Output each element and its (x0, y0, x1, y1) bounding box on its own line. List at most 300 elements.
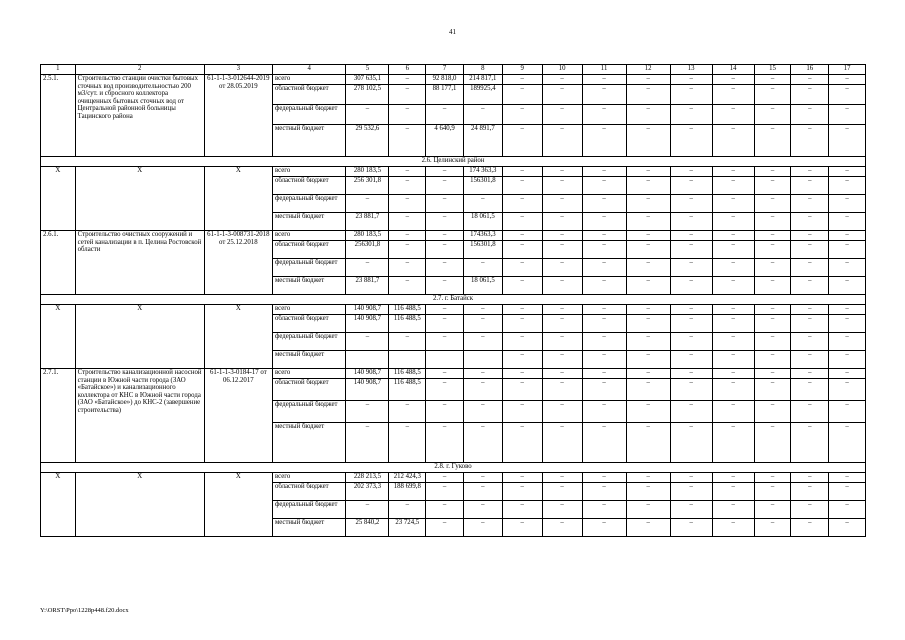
x-mark: X (75, 473, 204, 537)
empty-dash-cell: – (670, 519, 712, 537)
amount-cell: 188 699,8 (389, 483, 426, 501)
amount-cell: – (389, 195, 426, 213)
empty-dash-cell: – (754, 519, 791, 537)
empty-dash-cell: – (754, 277, 791, 295)
empty-dash-cell: – (791, 177, 829, 195)
amount-cell (463, 351, 502, 369)
empty-dash-cell: – (791, 473, 829, 483)
empty-dash-cell: – (582, 315, 626, 333)
empty-dash-cell: – (626, 423, 670, 463)
amount-cell: 25 840,2 (346, 519, 389, 537)
empty-dash-cell: – (626, 85, 670, 105)
empty-dash-cell: – (502, 85, 542, 105)
empty-dash-cell: – (712, 369, 754, 379)
empty-dash-cell: – (791, 305, 829, 315)
empty-dash-cell: – (712, 501, 754, 519)
empty-dash-cell: – (542, 213, 582, 231)
empty-dash-cell: – (582, 75, 626, 85)
column-number: 4 (272, 65, 345, 75)
empty-dash-cell: – (626, 125, 670, 157)
budget-table (40, 64, 866, 537)
empty-dash-cell: – (754, 401, 791, 423)
column-number: 7 (426, 65, 464, 75)
amount-cell: 280 183,5 (346, 231, 389, 241)
empty-dash-cell: – (791, 519, 829, 537)
amount-cell: 307 635,1 (346, 75, 389, 85)
empty-dash-cell: – (582, 277, 626, 295)
column-number: 5 (346, 65, 389, 75)
amount-cell: – (463, 305, 502, 315)
empty-dash-cell: – (791, 401, 829, 423)
budget-source-label: местный бюджет (272, 277, 345, 295)
empty-dash-cell: – (502, 423, 542, 463)
empty-dash-cell: – (754, 167, 791, 177)
empty-dash-cell: – (791, 483, 829, 501)
x-mark: X (204, 167, 272, 231)
empty-dash-cell: – (829, 501, 866, 519)
empty-dash-cell: – (502, 177, 542, 195)
empty-dash-cell: – (626, 369, 670, 379)
empty-dash-cell: – (670, 259, 712, 277)
amount-cell: 214 817,1 (463, 75, 502, 85)
empty-dash-cell: – (670, 195, 712, 213)
empty-dash-cell: – (582, 401, 626, 423)
empty-dash-cell: – (754, 379, 791, 401)
x-mark: X (204, 473, 272, 537)
empty-dash-cell: – (791, 213, 829, 231)
empty-dash-cell: – (712, 423, 754, 463)
empty-dash-cell: – (582, 125, 626, 157)
amount-cell: – (346, 333, 389, 351)
empty-dash-cell: – (829, 259, 866, 277)
amount-cell: – (426, 369, 464, 379)
empty-dash-cell: – (791, 75, 829, 85)
empty-dash-cell: – (582, 501, 626, 519)
column-number: 11 (582, 65, 626, 75)
column-number: 2 (75, 65, 204, 75)
empty-dash-cell: – (582, 105, 626, 125)
amount-cell: – (389, 105, 426, 125)
empty-dash-cell: – (582, 177, 626, 195)
empty-dash-cell: – (791, 379, 829, 401)
table-row (41, 305, 866, 315)
empty-dash-cell: – (542, 501, 582, 519)
amount-cell: – (389, 75, 426, 85)
amount-cell: – (426, 483, 464, 501)
amount-cell: – (463, 401, 502, 423)
empty-dash-cell: – (502, 401, 542, 423)
amount-cell: – (426, 277, 464, 295)
empty-dash-cell: – (582, 259, 626, 277)
amount-cell: 212 424,3 (389, 473, 426, 483)
amount-cell: 140 908,7 (346, 369, 389, 379)
empty-dash-cell: – (626, 333, 670, 351)
x-mark: X (41, 167, 76, 231)
empty-dash-cell: – (542, 379, 582, 401)
empty-dash-cell: – (626, 401, 670, 423)
amount-cell (346, 351, 389, 369)
empty-dash-cell: – (626, 473, 670, 483)
amount-cell: 140 908,7 (346, 379, 389, 401)
empty-dash-cell: – (712, 315, 754, 333)
empty-dash-cell: – (670, 125, 712, 157)
empty-dash-cell: – (791, 501, 829, 519)
empty-dash-cell: – (712, 167, 754, 177)
empty-dash-cell: – (754, 105, 791, 125)
column-number: 14 (712, 65, 754, 75)
amount-cell: 23 881,7 (346, 277, 389, 295)
amount-cell: 116 488,5 (389, 369, 426, 379)
amount-cell: – (389, 167, 426, 177)
empty-dash-cell: – (754, 315, 791, 333)
table-row (41, 473, 866, 483)
amount-cell: – (346, 195, 389, 213)
empty-dash-cell: – (712, 519, 754, 537)
amount-cell: – (463, 473, 502, 483)
empty-dash-cell: – (582, 369, 626, 379)
amount-cell: – (426, 259, 464, 277)
empty-dash-cell: – (829, 277, 866, 295)
empty-dash-cell: – (502, 277, 542, 295)
empty-dash-cell: – (626, 195, 670, 213)
table-row (41, 231, 866, 241)
amount-cell: – (426, 519, 464, 537)
amount-cell: 140 908,7 (346, 305, 389, 315)
empty-dash-cell: – (582, 213, 626, 231)
empty-dash-cell: – (502, 483, 542, 501)
budget-source-label: местный бюджет (272, 213, 345, 231)
empty-dash-cell: – (754, 231, 791, 241)
empty-dash-cell: – (829, 231, 866, 241)
empty-dash-cell: – (542, 351, 582, 369)
empty-dash-cell: – (670, 483, 712, 501)
empty-dash-cell: – (542, 231, 582, 241)
empty-dash-cell: – (582, 241, 626, 259)
empty-dash-cell: – (791, 195, 829, 213)
amount-cell: – (463, 195, 502, 213)
amount-cell: – (463, 379, 502, 401)
section-heading-row (41, 157, 866, 167)
empty-dash-cell: – (670, 167, 712, 177)
empty-dash-cell: – (754, 177, 791, 195)
empty-dash-cell: – (582, 231, 626, 241)
x-mark: X (41, 305, 76, 369)
empty-dash-cell: – (502, 473, 542, 483)
empty-dash-cell: – (582, 333, 626, 351)
amount-cell: – (463, 333, 502, 351)
amount-cell: – (426, 501, 464, 519)
amount-cell: – (389, 401, 426, 423)
budget-source-label: всего (272, 167, 345, 177)
amount-cell: – (426, 333, 464, 351)
amount-cell: – (463, 423, 502, 463)
empty-dash-cell: – (502, 195, 542, 213)
amount-cell: – (426, 401, 464, 423)
empty-dash-cell: – (542, 125, 582, 157)
column-number: 3 (204, 65, 272, 75)
section-heading-row (41, 463, 866, 473)
empty-dash-cell: – (582, 305, 626, 315)
item-number: 2.7.1. (41, 369, 76, 463)
empty-dash-cell: – (670, 501, 712, 519)
column-number: 10 (542, 65, 582, 75)
empty-dash-cell: – (502, 519, 542, 537)
amount-cell: 92 818,0 (426, 75, 464, 85)
empty-dash-cell: – (626, 231, 670, 241)
amount-cell: – (389, 241, 426, 259)
table-row (41, 369, 866, 379)
empty-dash-cell: – (542, 241, 582, 259)
empty-dash-cell: – (791, 125, 829, 157)
amount-cell: 256 301,8 (346, 177, 389, 195)
amount-cell: – (426, 305, 464, 315)
empty-dash-cell: – (502, 315, 542, 333)
x-mark: X (75, 167, 204, 231)
empty-dash-cell: – (542, 483, 582, 501)
empty-dash-cell: – (626, 277, 670, 295)
empty-dash-cell: – (829, 213, 866, 231)
empty-dash-cell: – (502, 379, 542, 401)
empty-dash-cell: – (791, 105, 829, 125)
amount-cell: – (426, 315, 464, 333)
table-row (41, 167, 866, 177)
expertise-conclusion: 61-1-1-3-012644-2019 от 28.05.2019 (204, 75, 272, 157)
empty-dash-cell: – (829, 369, 866, 379)
page-number: 41 (449, 28, 456, 36)
empty-dash-cell: – (626, 177, 670, 195)
empty-dash-cell: – (626, 241, 670, 259)
column-number-row (41, 65, 866, 75)
amount-cell: 4 640,9 (426, 125, 464, 157)
budget-source-label: местный бюджет (272, 351, 345, 369)
empty-dash-cell: – (754, 369, 791, 379)
empty-dash-cell: – (829, 401, 866, 423)
budget-source-label: всего (272, 473, 345, 483)
budget-source-label: местный бюджет (272, 423, 345, 463)
empty-dash-cell: – (754, 85, 791, 105)
budget-source-label: федеральный бюджет (272, 401, 345, 423)
amount-cell: 256301,8 (346, 241, 389, 259)
empty-dash-cell: – (712, 259, 754, 277)
empty-dash-cell: – (542, 519, 582, 537)
amount-cell: – (346, 401, 389, 423)
empty-dash-cell: – (502, 105, 542, 125)
budget-source-label: областной бюджет (272, 241, 345, 259)
empty-dash-cell: – (542, 105, 582, 125)
column-number: 17 (829, 65, 866, 75)
footer-file-path: Y:\ORST\Ppo\1228p448.f20.docx (40, 607, 129, 614)
amount-cell: 156301,8 (463, 177, 502, 195)
empty-dash-cell: – (542, 305, 582, 315)
budget-source-label: федеральный бюджет (272, 105, 345, 125)
empty-dash-cell: – (670, 277, 712, 295)
empty-dash-cell: – (712, 177, 754, 195)
amount-cell: 18 061,5 (463, 213, 502, 231)
empty-dash-cell: – (754, 305, 791, 315)
empty-dash-cell: – (670, 423, 712, 463)
column-number: 9 (502, 65, 542, 75)
empty-dash-cell: – (626, 351, 670, 369)
empty-dash-cell: – (791, 231, 829, 241)
empty-dash-cell: – (502, 167, 542, 177)
empty-dash-cell: – (712, 125, 754, 157)
column-number: 15 (754, 65, 791, 75)
amount-cell: – (426, 105, 464, 125)
amount-cell: – (463, 483, 502, 501)
empty-dash-cell: – (712, 483, 754, 501)
amount-cell (389, 351, 426, 369)
amount-cell: 116 488,5 (389, 305, 426, 315)
item-number: 2.6.1. (41, 231, 76, 295)
empty-dash-cell: – (829, 423, 866, 463)
empty-dash-cell: – (626, 259, 670, 277)
empty-dash-cell: – (712, 75, 754, 85)
empty-dash-cell: – (712, 85, 754, 105)
empty-dash-cell: – (791, 423, 829, 463)
empty-dash-cell: – (712, 231, 754, 241)
budget-source-label: всего (272, 75, 345, 85)
amount-cell: – (426, 167, 464, 177)
empty-dash-cell: – (502, 369, 542, 379)
empty-dash-cell: – (542, 423, 582, 463)
empty-dash-cell: – (670, 351, 712, 369)
amount-cell: 189925,4 (463, 85, 502, 105)
empty-dash-cell: – (582, 195, 626, 213)
budget-source-label: федеральный бюджет (272, 501, 345, 519)
empty-dash-cell: – (502, 259, 542, 277)
column-number: 8 (463, 65, 502, 75)
amount-cell: 140 908,7 (346, 315, 389, 333)
amount-cell: – (389, 231, 426, 241)
amount-cell: 29 532,6 (346, 125, 389, 157)
amount-cell: 116 488,5 (389, 379, 426, 401)
budget-source-label: всего (272, 369, 345, 379)
empty-dash-cell: – (502, 75, 542, 85)
budget-source-label: федеральный бюджет (272, 333, 345, 351)
amount-cell (426, 351, 464, 369)
empty-dash-cell: – (754, 259, 791, 277)
empty-dash-cell: – (670, 379, 712, 401)
empty-dash-cell: – (542, 85, 582, 105)
budget-source-label: федеральный бюджет (272, 259, 345, 277)
amount-cell: – (426, 195, 464, 213)
empty-dash-cell: – (542, 167, 582, 177)
amount-cell: – (389, 277, 426, 295)
empty-dash-cell: – (502, 213, 542, 231)
empty-dash-cell: – (670, 85, 712, 105)
amount-cell: 174 363,3 (463, 167, 502, 177)
amount-cell: 280 183,5 (346, 167, 389, 177)
section-heading-row (41, 295, 866, 305)
empty-dash-cell: – (670, 473, 712, 483)
empty-dash-cell: – (754, 333, 791, 351)
budget-source-label: областной бюджет (272, 85, 345, 105)
empty-dash-cell: – (829, 333, 866, 351)
empty-dash-cell: – (791, 167, 829, 177)
empty-dash-cell: – (670, 231, 712, 241)
amount-cell: – (426, 231, 464, 241)
empty-dash-cell: – (754, 423, 791, 463)
empty-dash-cell: – (626, 483, 670, 501)
budget-source-label: федеральный бюджет (272, 195, 345, 213)
amount-cell: – (346, 105, 389, 125)
empty-dash-cell: – (829, 519, 866, 537)
empty-dash-cell: – (502, 231, 542, 241)
empty-dash-cell: – (791, 241, 829, 259)
empty-dash-cell: – (829, 167, 866, 177)
empty-dash-cell: – (670, 213, 712, 231)
empty-dash-cell: – (502, 501, 542, 519)
empty-dash-cell: – (754, 195, 791, 213)
empty-dash-cell: – (670, 369, 712, 379)
empty-dash-cell: – (502, 241, 542, 259)
amount-cell: – (463, 369, 502, 379)
empty-dash-cell: – (829, 85, 866, 105)
empty-dash-cell: – (542, 473, 582, 483)
empty-dash-cell: – (626, 105, 670, 125)
item-number: 2.5.1. (41, 75, 76, 157)
empty-dash-cell: – (829, 241, 866, 259)
empty-dash-cell: – (754, 351, 791, 369)
section-title: 2.6. Целинский район (41, 157, 866, 167)
empty-dash-cell: – (829, 177, 866, 195)
empty-dash-cell: – (670, 105, 712, 125)
empty-dash-cell: – (582, 483, 626, 501)
empty-dash-cell: – (712, 195, 754, 213)
empty-dash-cell: – (582, 85, 626, 105)
amount-cell: 174363,3 (463, 231, 502, 241)
empty-dash-cell: – (670, 315, 712, 333)
empty-dash-cell: – (542, 75, 582, 85)
amount-cell: – (389, 423, 426, 463)
empty-dash-cell: – (829, 379, 866, 401)
amount-cell: – (426, 379, 464, 401)
expertise-conclusion: 61-1-1-3-008731-2018 от 25.12.2018 (204, 231, 272, 295)
empty-dash-cell: – (502, 305, 542, 315)
amount-cell: – (463, 259, 502, 277)
amount-cell: – (389, 125, 426, 157)
amount-cell: – (389, 333, 426, 351)
empty-dash-cell: – (754, 473, 791, 483)
empty-dash-cell: – (626, 213, 670, 231)
empty-dash-cell: – (754, 241, 791, 259)
item-name: Строительство очистных сооружений и сетей канализации в п. Целина Ростовской области (75, 231, 204, 295)
empty-dash-cell: – (829, 351, 866, 369)
empty-dash-cell: – (542, 259, 582, 277)
empty-dash-cell: – (626, 379, 670, 401)
empty-dash-cell: – (791, 333, 829, 351)
amount-cell: 228 213,5 (346, 473, 389, 483)
column-number: 12 (626, 65, 670, 75)
empty-dash-cell: – (712, 379, 754, 401)
empty-dash-cell: – (712, 213, 754, 231)
empty-dash-cell: – (791, 351, 829, 369)
empty-dash-cell: – (829, 305, 866, 315)
empty-dash-cell: – (791, 85, 829, 105)
empty-dash-cell: – (791, 315, 829, 333)
budget-source-label: местный бюджет (272, 519, 345, 537)
empty-dash-cell: – (829, 473, 866, 483)
table-row (41, 75, 866, 85)
empty-dash-cell: – (626, 315, 670, 333)
amount-cell: – (426, 423, 464, 463)
section-title: 2.8. г. Гуково (41, 463, 866, 473)
amount-cell: 18 061,5 (463, 277, 502, 295)
amount-cell: – (389, 213, 426, 231)
amount-cell: – (389, 177, 426, 195)
section-title: 2.7. г. Батайск (41, 295, 866, 305)
empty-dash-cell: – (754, 75, 791, 85)
